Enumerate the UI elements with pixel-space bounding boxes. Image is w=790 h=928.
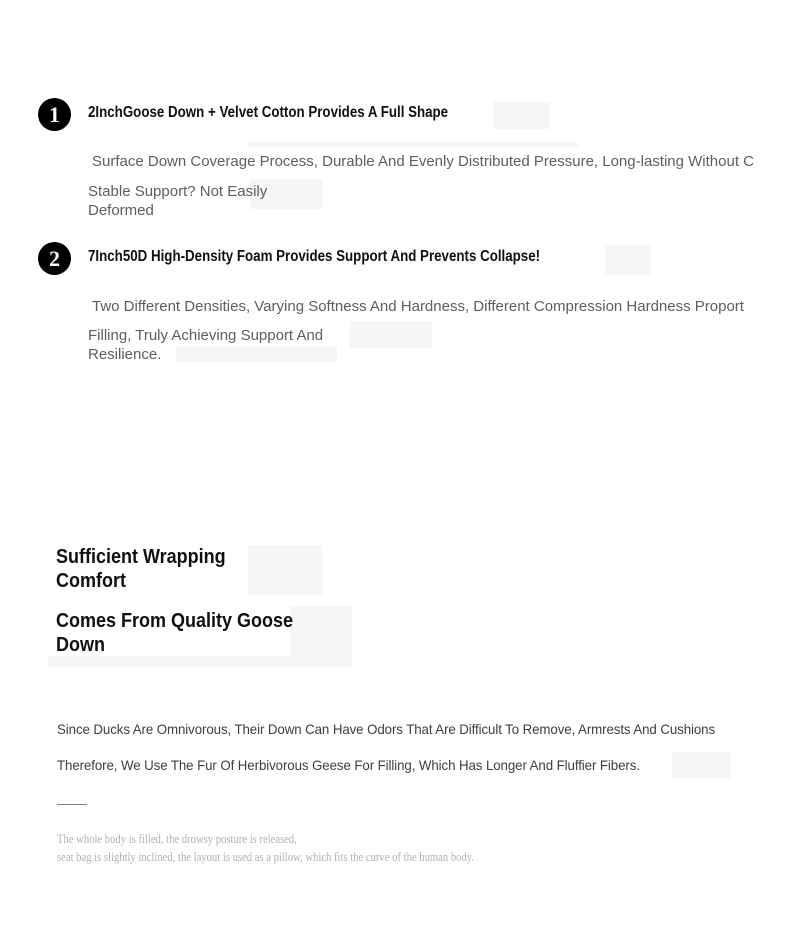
section-heading: Comes From Quality Goose Down [56,610,294,656]
translation-placeholder [48,656,352,667]
translation-placeholder [672,752,731,778]
translation-placeholder [248,142,578,147]
translation-placeholder [493,102,550,129]
footnote-line: seat bag is slightly inclined, the layout is used as a pillow, which fits the curve of the human body. [57,850,475,864]
divider-line [57,804,87,805]
marketing-paragraph-line: Since Ducks Are Omnivorous, Their Down Can Have Odors That Are Difficult To Remove, Armrests And Cushions [57,721,716,737]
footnote-line: The whole body is filled, the drowsy posture is released, [57,832,297,846]
step-number: 1 [49,101,60,127]
feature-desc-line: Stable Support? Not Easily Deformed [88,183,268,219]
feature-title: 7Inch50D High-Density Foam Provides Support And Prevents Collapse! [88,248,541,265]
step-number: 2 [49,245,60,271]
section-heading: Sufficient Wrapping Comfort [56,546,226,592]
translation-placeholder [605,245,650,275]
feature-desc-line: Surface Down Coverage Process, Durable And Evenly Distributed Pressure, Long-lasting Without C [92,153,754,170]
feature-title: 2InchGoose Down + Velvet Cotton Provides A Full Shape [88,104,449,121]
step-badge [38,98,71,131]
feature-desc-line: Filling, Truly Achieving Support And Resilience. [88,327,324,363]
marketing-paragraph-line: Therefore, We Use The Fur Of Herbivorous Geese For Filling, Which Has Longer And Fluffier Fibers. [57,757,640,773]
step-badge [38,242,71,275]
feature-desc-line: Two Different Densities, Varying Softness And Hardness, Different Compression Hardness Proport [92,298,744,315]
